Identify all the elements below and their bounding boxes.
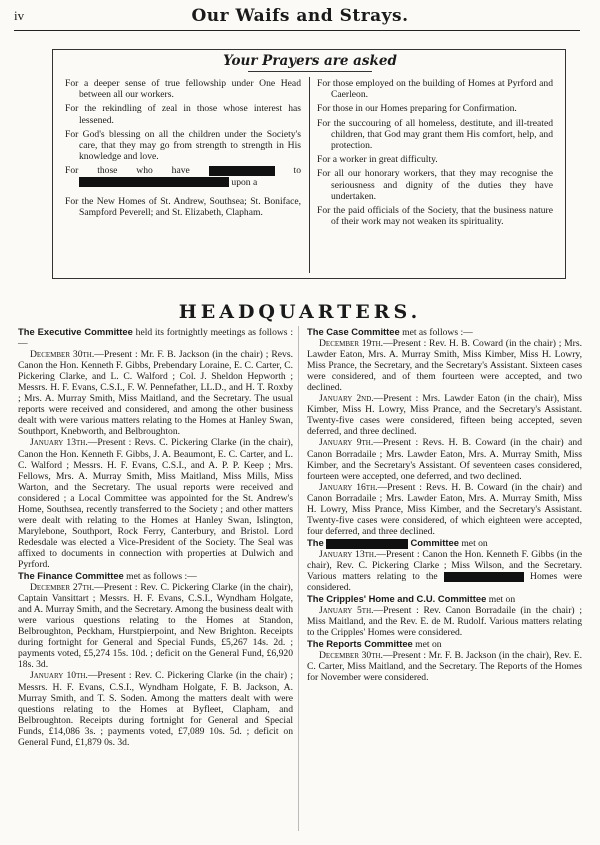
meeting-entry: [18, 670, 293, 747]
redacted-committee-intro: [307, 537, 582, 549]
meeting-entry: [307, 549, 582, 593]
cripples-committee-intro: [307, 593, 582, 605]
paragraph-text: —Present : Rev. H. B. Coward (in the chair) ; Mrs. Lawder Eaton, Mrs. A. Murray Smith, Miss Kimber, Miss H. Lowry, Miss Prance, the Secretary, and the Secretary's Assistant. Sixteen cases were considered, and of them fourteen were accepted, and two declined.: [307, 338, 582, 394]
meeting-date: December 27th.: [30, 582, 95, 594]
meeting-entry: [307, 437, 582, 481]
meeting-date: January 13th.: [319, 548, 377, 560]
section-heading: HEADQUARTERS.: [178, 301, 422, 323]
paragraph-text: Homes were considered.: [307, 571, 582, 594]
subheading: The Finance Committee: [18, 570, 124, 582]
meeting-entry: [307, 482, 582, 537]
redaction-bar: [444, 572, 524, 582]
redaction-bar: [79, 177, 229, 187]
meeting-date: December 30th.: [30, 349, 95, 361]
subheading: The Executive Committee: [18, 326, 133, 337]
prayer-item-text: to: [293, 165, 302, 177]
prayer-item-text: For those who have: [65, 165, 190, 177]
prayer-item: For a worker in great difficulty.: [317, 154, 438, 166]
paragraph-text: —Present : Mr. F. B. Jackson (in the chair) ; Revs. Canon the Hon. Kenneth F. Gibbs, Prebendary Loraine, E. C. Carter, C. Pickering Clarke, and L. C. Walford ; Col. J. Sheldon Hepworth ; Messrs. H. F. Evans, C.S.I., F. W. Pennefather, LL.D., and H. T. Roxby ; Mrs. A. Murray Smith, Miss Maitland, and the Secretary. The usual reports were received and considered, and among the other business dealt with were various matters relating to the Homes at Hanley Swan, Southport, Knebworth, and Belbroughton.: [18, 349, 293, 438]
paragraph-text: —Present : Rev. Canon Borradaile (in the chair) ; Miss Maitland, and the Rev. E. de M. Rudolf. Various matters relating to the Cripples' Homes were considered.: [307, 605, 582, 639]
redaction-bar: [209, 166, 275, 176]
paragraph-text: —Present : Mr. F. B. Jackson (in the chair), Rev. E. C. Carter, Miss Maitland, and the Secretary. The Reports of the Homes for November were considered.: [307, 650, 582, 684]
prayer-item: For those in our Homes preparing for Confirmation.: [317, 103, 517, 115]
meeting-date: January 16th.: [319, 481, 378, 493]
prayer-item: For the succouring of all homeless, destitute, and ill-treated children, that God may grant them His comfort, help, and protection.: [317, 117, 553, 152]
prayer-item: For the paid officials of the Society, that the business nature of their work may not weaken its spirituality.: [317, 205, 553, 228]
meeting-date: January 2nd.: [319, 393, 374, 405]
subheading: The Case Committee: [307, 326, 400, 337]
paragraph-text: —Present : Revs. H. B. Coward (in the chair) and Canon Borradaile ; Mrs. Lawder Eaton, Mrs. A. Murray Smith, Miss Kimber, and the Secretary's Assistant. Of seventeen cases considered, fourteen were accepted, one deferred, and two declined.: [307, 437, 582, 482]
prayer-column-divider: [309, 77, 310, 273]
redaction-bar: [326, 539, 408, 549]
paragraph-text: met on: [415, 639, 442, 651]
paragraph-text: met as follows :—: [126, 571, 197, 583]
column-divider: [298, 326, 299, 831]
prayer-box-title: Your Prayers are asked: [223, 53, 397, 69]
meeting-date: January 5th.: [319, 605, 374, 617]
paragraph-text: —Present : Revs. H. B. Coward (in the chair) and Canon Borradaile ; Mrs. Lawder Eaton, Mrs. A. Murray Smith, Miss H. Lowry, Miss Prance, Miss Kimber, and the Secretary's Assistant. Twenty-five cases were considered, of which eighteen were accepted, four deferred, and three declined.: [307, 481, 582, 537]
paragraph-text: —Present : Rev. C. Pickering Clarke (in the chair), Captain Vansittart ; Messrs. H. F. Evans, C.S.I., Wyndham Holgate, and A. Murray Smith, and the Secretary. Among the business dealt with were various questions relating to the Homes at Standon, Belbroughton, Peckham, Hurstpierpoint, and New Brighton. Receipts during fortnight for General and Special Funds, £5,267 14s. 2d. ; payments voted, £5,274 15s. 10d. ; deficit on the General Fund, £6,920 18s. 3d.: [18, 582, 293, 671]
prayer-item: For the rekindling of zeal in those whose interest has lessened.: [65, 103, 301, 126]
prayer-item: For all our honorary workers, that they may recognise the seriousness and dignity of the duties they have undertaken.: [317, 168, 553, 202]
paragraph-text: —Present : Canon the Hon. Kenneth F. Gibbs (in the chair), Rev. C. Pickering Clarke ; Miss Wilson, and the Secretary. Various matters relating to the: [307, 548, 582, 583]
prayer-item: For a deeper sense of true fellowship under One Head between all our workers.: [65, 78, 301, 101]
executive-committee-intro: [18, 326, 293, 349]
meeting-date: December 30th.: [319, 650, 383, 662]
meeting-date: December 19th.: [319, 338, 384, 350]
prayer-item-redacted: [65, 165, 301, 187]
meeting-date: January 10th.: [30, 670, 88, 682]
meeting-entry: [307, 650, 582, 683]
prayer-item: For those employed on the building of Homes at Pyrford and Caerleon.: [317, 78, 553, 101]
prayer-item: For the New Homes of St. Andrew, Southsea; St. Boniface, Sampford Peverell; and St. Elizabeth, Clapham.: [65, 195, 301, 219]
finance-committee-intro: [18, 570, 293, 582]
page-number: iv: [14, 8, 25, 23]
reports-committee-intro: [307, 638, 582, 650]
meeting-entry: [307, 605, 582, 638]
prayer-item: For God's blessing on all the children under the Society's care, that they may go from strength to strength in His knowledge and love.: [65, 128, 301, 163]
case-committee-intro: [307, 326, 582, 338]
meeting-entry: [307, 393, 582, 437]
meeting-entry: [18, 582, 293, 670]
prayer-title-rule: [248, 71, 372, 72]
paragraph-text: met on: [488, 594, 516, 606]
article-right-column: [307, 326, 582, 684]
subheading: The Reports Committee: [307, 638, 413, 650]
paragraph-text: met on: [461, 537, 488, 549]
paragraph-text: —Present : Revs. C. Pickering Clarke (in the chair), Canon the Hon. Kenneth F. Gibbs, J. A. Beaumont, E. C. Carter, and L. C. Walford ; Messrs. H. F. Evans, C.S.I., and A. P. P. Keep ; Mrs. Fellows, Mrs. A. Murray Smith, Miss Maitland, Miss Mills, Miss Warton, and the Secretary. The usual reports were received and considered ; a Local Committee was appointed for the St. Andrew's Home, Southsea, recently transferred to the Society ; and other matters were dealt with relating to the Homes at Hanley Swan, Islington, Marylebone, Southport, Rock Ferry, Canterbury, and Bristol. Lord Redesdale was elected a Vice-President of the Society. The Seal was affixed to documents in connection with properties at Dulwich and Pyrford.: [18, 437, 294, 570]
paragraph-text: —Present : Mrs. Lawder Eaton (in the chair), Miss Kimber, Miss H. Lowry, Miss Prance, and the Secretary's Assistant. Twenty-five cases were considered, fifteen being accepted, seven deferred, and three declined.: [307, 393, 583, 438]
meeting-entry: [18, 349, 293, 437]
prayer-box: [52, 49, 566, 279]
meeting-entry: [18, 437, 293, 570]
article-left-column: [18, 326, 293, 748]
running-title: Our Waifs and Strays.: [191, 6, 409, 26]
meeting-date: January 13th.: [30, 437, 88, 449]
prayer-item-text: upon a: [231, 176, 258, 188]
prayer-right-column: [317, 78, 553, 230]
meeting-date: January 9th.: [319, 437, 374, 449]
prayer-left-column: [65, 78, 301, 221]
header-rule: [14, 30, 580, 31]
meeting-entry: [307, 338, 582, 393]
paragraph-text: met as follows :—: [402, 327, 473, 338]
subheading: The Cripples' Home and C.U. Committee: [307, 593, 487, 605]
subheading: Committee: [410, 536, 459, 548]
subheading: The: [307, 536, 324, 548]
paragraph-text: —Present : Rev. C. Pickering Clarke (in the chair) ; Messrs. H. F. Evans, C.S.I., Wyndham Holgate, F. B. Jackson, A. Murray Smith, and T. S. Soden. Among the matters dealt with were questions relating to the Homes at Byfleet, Clapham, and Belbroughton. Receipts during fortnight for General and Special Funds, £14,086 3s. ; payments voted, £7,089 10s. 5d. ; deficit on General Fund, £1,879 0s. 3d.: [18, 670, 293, 748]
paragraph-text: held its fortnightly meetings as follows :—: [18, 327, 293, 350]
